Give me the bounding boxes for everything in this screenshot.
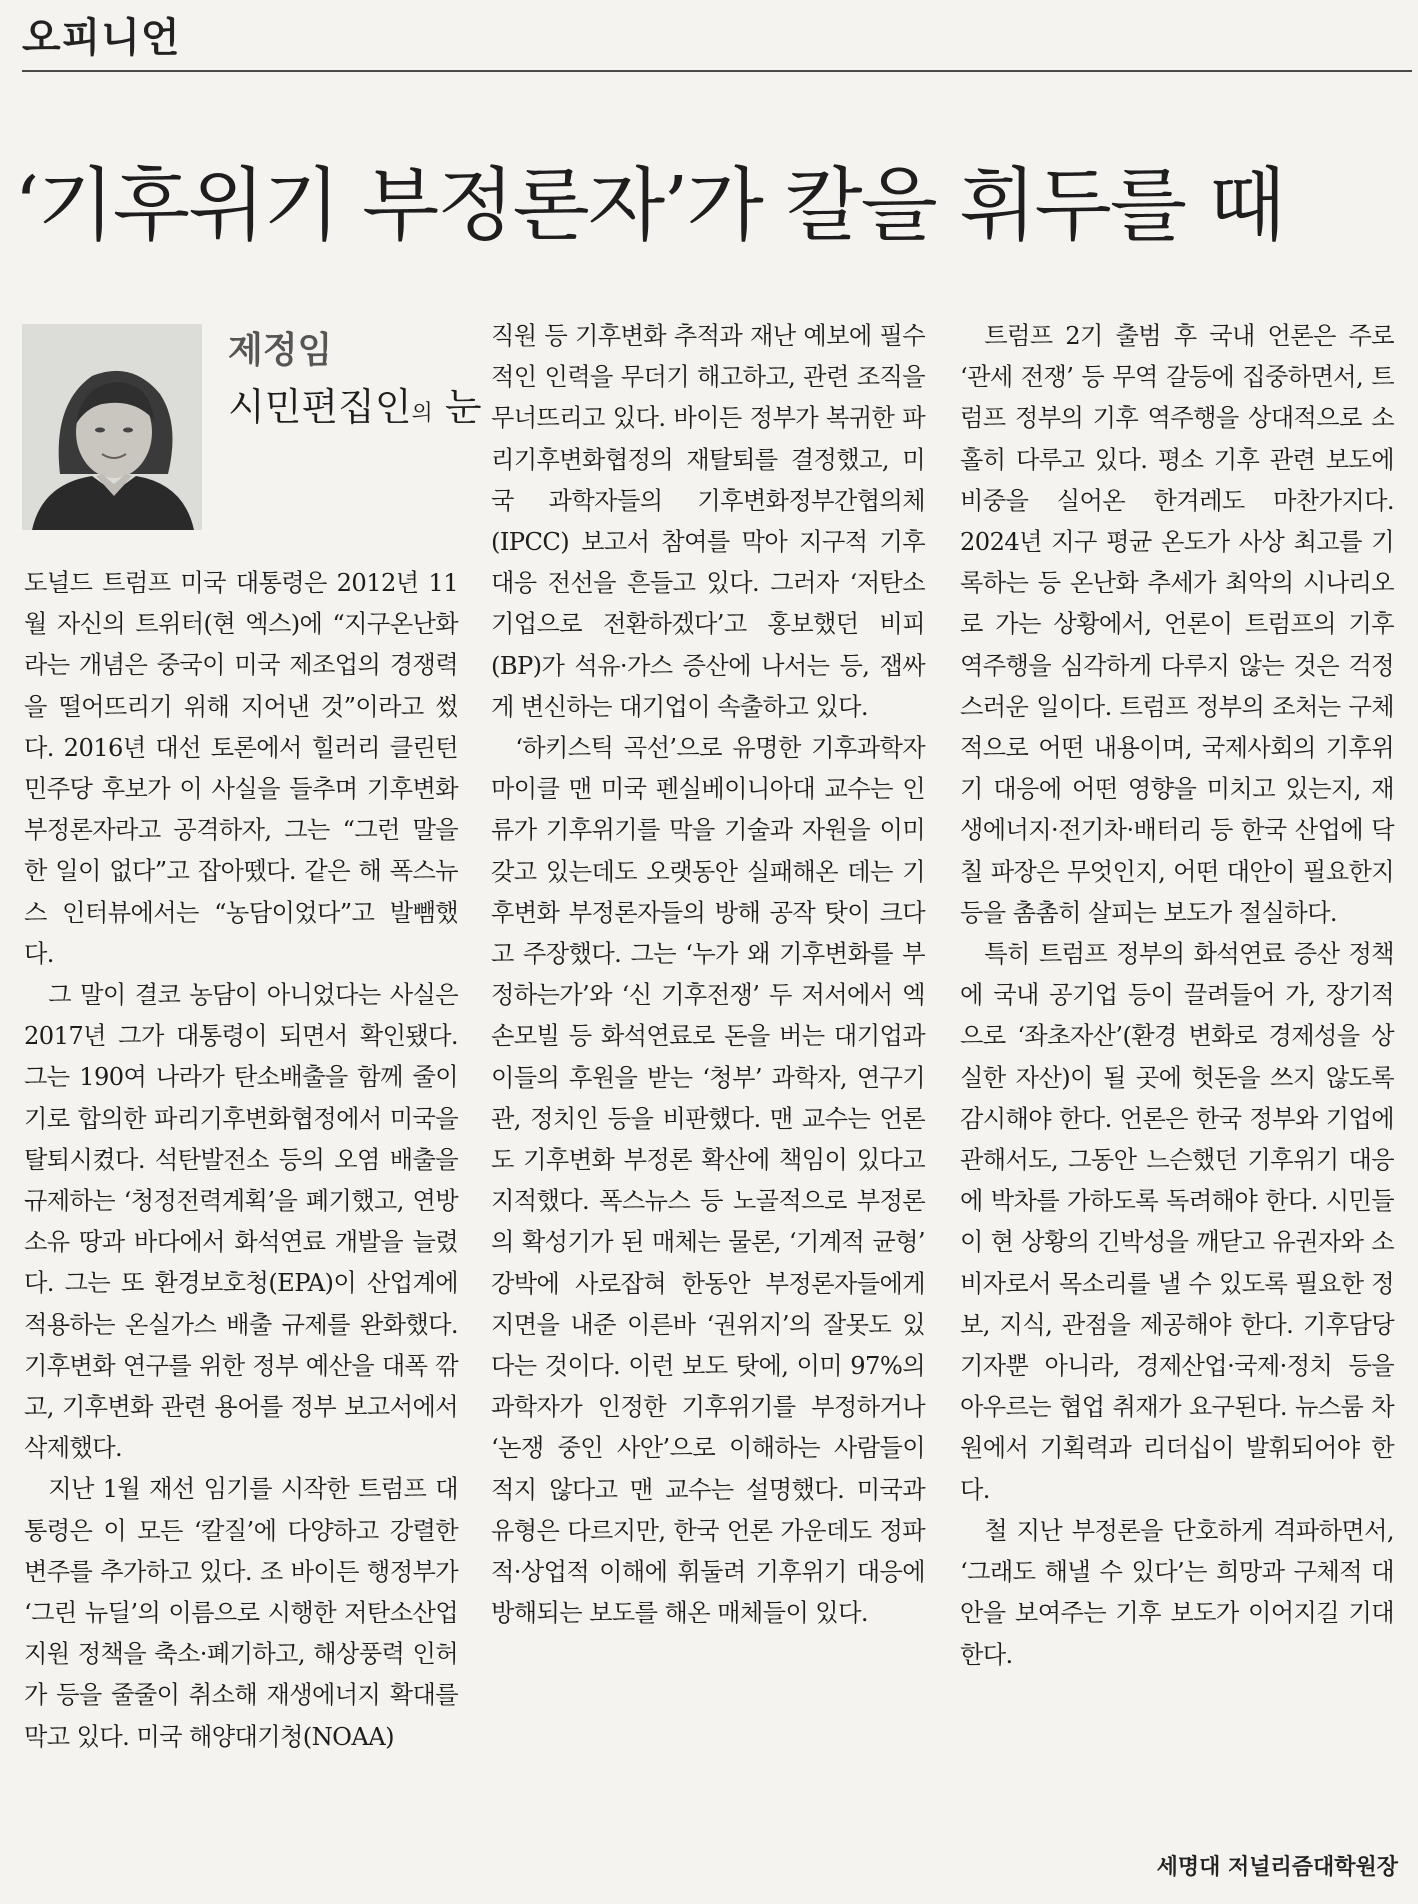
paragraph: 트럼프 2기 출범 후 국내 언론은 주로 ‘관세 전쟁’ 등 무역 갈등에 집중하면서, 트럼프 정부의 기후 역주행을 상대적으로 소홀히 다루고 있다. 평소 기후 관련 보도에 비중을 실어온 한겨레도 마찬가지다. 2024년 지구 평균 온도가 사상 최고를 기록하는 등 온난화 추세가 최악의 시나리오로 가는 상황에서, 언론이 트럼프의 기후 역주행을 심각하게 다루지 않는 것은 걱정스러운 일이다. 트럼프 정부의 조처는 구체적으로 어떤 내용이며, 국제사회의 기후위기 대응에 어떤 영향을 미치고 있는지, 재생에너지·전기차·배터리 등 한국 산업에 닥칠 파장은 무엇인지, 어떤 대안이 필요한지 등을 촘촘히 살피는 보도가 절실하다. (960, 322, 1394, 927)
paragraph: 지난 1월 재선 임기를 시작한 트럼프 대통령은 이 모든 ‘칼질’에 다양하고 강렬한 변주를 추가하고 있다. 조 바이든 행정부가 ‘그린 뉴딜’의 이름으로 시행한 저탄소산업 지원 정책을 축소·폐기하고, 해상풍력 인허가 등을 줄줄이 취소해 재생에너지 확대를 막고 있다. 미국 해양대기청(NOAA) (24, 1475, 458, 1751)
headline: ‘기후위기 부정론자’가 칼을 휘두를 때 (14, 159, 1284, 252)
paragraph: ‘하키스틱 곡선’으로 유명한 기후과학자 마이클 맨 미국 펜실베이니아대 교수는 인류가 기후위기를 막을 기술과 자원을 이미 갖고 있는데도 오랫동안 실패해온 데는 기후변화 부정론자들의 방해 공작 탓이 크다고 주장했다. 그는 ‘누가 왜 기후변화를 부정하는가’와 ‘신 기후전쟁’ 두 저서에서 엑손모빌 등 화석연료로 돈을 버는 대기업과 이들의 후원을 받는 ‘청부’ 과학자, 연구기관, 정치인 등을 비판했다. 맨 교수는 언론도 기후변화 부정론 확산에 책임이 있다고 지적했다. 폭스뉴스 등 노골적으로 부정론의 확성기가 된 매체는 물론, ‘기계적 균형’ 강박에 사로잡혀 한동안 부정론자들에게 지면을 내준 이른바 ‘권위지’의 잘못도 있다는 것이다. 이런 보도 탓에, 이미 97%의 과학자가 인정한 기후위기를 부정하거나 ‘논쟁 중인 사안’으로 이해하는 사람들이 적지 않다고 맨 교수는 설명했다. 미국과 유형은 다르지만, 한국 언론 가운데도 정파적·상업적 이해에 휘둘려 기후위기 대응에 방해되는 보도를 해온 매체들이 있다. (491, 734, 925, 1628)
author-portrait-icon (22, 324, 202, 530)
paragraph: 특히 트럼프 정부의 화석연료 증산 정책에 국내 공기업 등이 끌려들어 가, 장기적으로 ‘좌초자산’(환경 변화로 경제성을 상실한 자산)이 될 곳에 헛돈을 쓰지 않도록 감시해야 한다. 언론은 한국 정부와 기업에 관해서도, 그동안 느슨했던 기후위기 대응에 박차를 가하도록 독려해야 한다. 시민들이 현 상황의 긴박성을 깨닫고 유권자와 소비자로서 목소리를 낼 수 있도록 필요한 정보, 지식, 관점을 제공해야 한다. 기후담당 기자뿐 아니라, 경제산업·국제·정치 등을 아우르는 협업 취재가 요구된다. 뉴스룸 차원에서 기획력과 리더십이 발휘되어야 한다. (960, 940, 1394, 1504)
section-rule (22, 70, 1412, 72)
author-affiliation: 세명대 저널리즘대학원장 (1156, 1855, 1398, 1880)
column-name-particle: 의 (411, 401, 433, 426)
paragraph: 도널드 트럼프 미국 대통령은 2012년 11월 자신의 트위터(현 엑스)에 “지구온난화라는 개념은 중국이 미국 제조업의 경쟁력을 떨어뜨리기 위해 지어낸 것”이라고 썼다. 2016년 대선 토론에서 힐러리 클린턴 민주당 후보가 이 사실을 들추며 기후변화 부정론자라고 공격하자, 그는 “그런 말을 한 일이 없다”고 잡아뗐다. 같은 해 폭스뉴스 인터뷰에서는 “농담이었다”고 발뺌했다. (24, 569, 458, 968)
column-name-main: 시민편집인 (228, 385, 412, 429)
article-column-1 (24, 563, 458, 1758)
column-name (228, 376, 482, 431)
author-name: 제정임 (228, 330, 333, 371)
section-label: 오피니언 (22, 15, 181, 61)
paragraph: 직원 등 기후변화 추적과 재난 예보에 필수적인 인력을 무더기 해고하고, 관련 조직을 무너뜨리고 있다. 바이든 정부가 복귀한 파리기후변화협정의 재탈퇴를 결정했고, 미국 과학자들의 기후변화정부간협의체(IPCC) 보고서 참여를 막아 지구적 기후 대응 전선을 흔들고 있다. 그러자 ‘저탄소 기업으로 전환하겠다’고 홍보했던 비피(BP)가 석유·가스 증산에 나서는 등, 잽싸게 변신하는 대기업이 속출하고 있다. (491, 322, 925, 721)
article-column-3 (960, 316, 1394, 1676)
article-column-2 (491, 316, 925, 1635)
column-name-tail: 눈 (444, 385, 482, 429)
paragraph: 그 말이 결코 농담이 아니었다는 사실은 2017년 그가 대통령이 되면서 확인됐다. 그는 190여 나라가 탄소배출을 함께 줄이기로 합의한 파리기후변화협정에서 미국을 탈퇴시켰다. 석탄발전소 등의 오염 배출을 규제하는 ‘청정전력계획’을 폐기했고, 연방 소유 땅과 바다에서 화석연료 개발을 늘렸다. 그는 또 환경보호청(EPA)이 산업계에 적용하는 온실가스 배출 규제를 완화했다. 기후변화 연구를 위한 정부 예산을 대폭 깎고, 기후변화 관련 용어를 정부 보고서에서 삭제했다. (24, 981, 458, 1463)
paragraph: 철 지난 부정론을 단호하게 격파하면서, ‘그래도 해낼 수 있다’는 희망과 구체적 대안을 보여주는 기후 보도가 이어지길 기대한다. (960, 1516, 1394, 1669)
author-photo (22, 324, 202, 530)
